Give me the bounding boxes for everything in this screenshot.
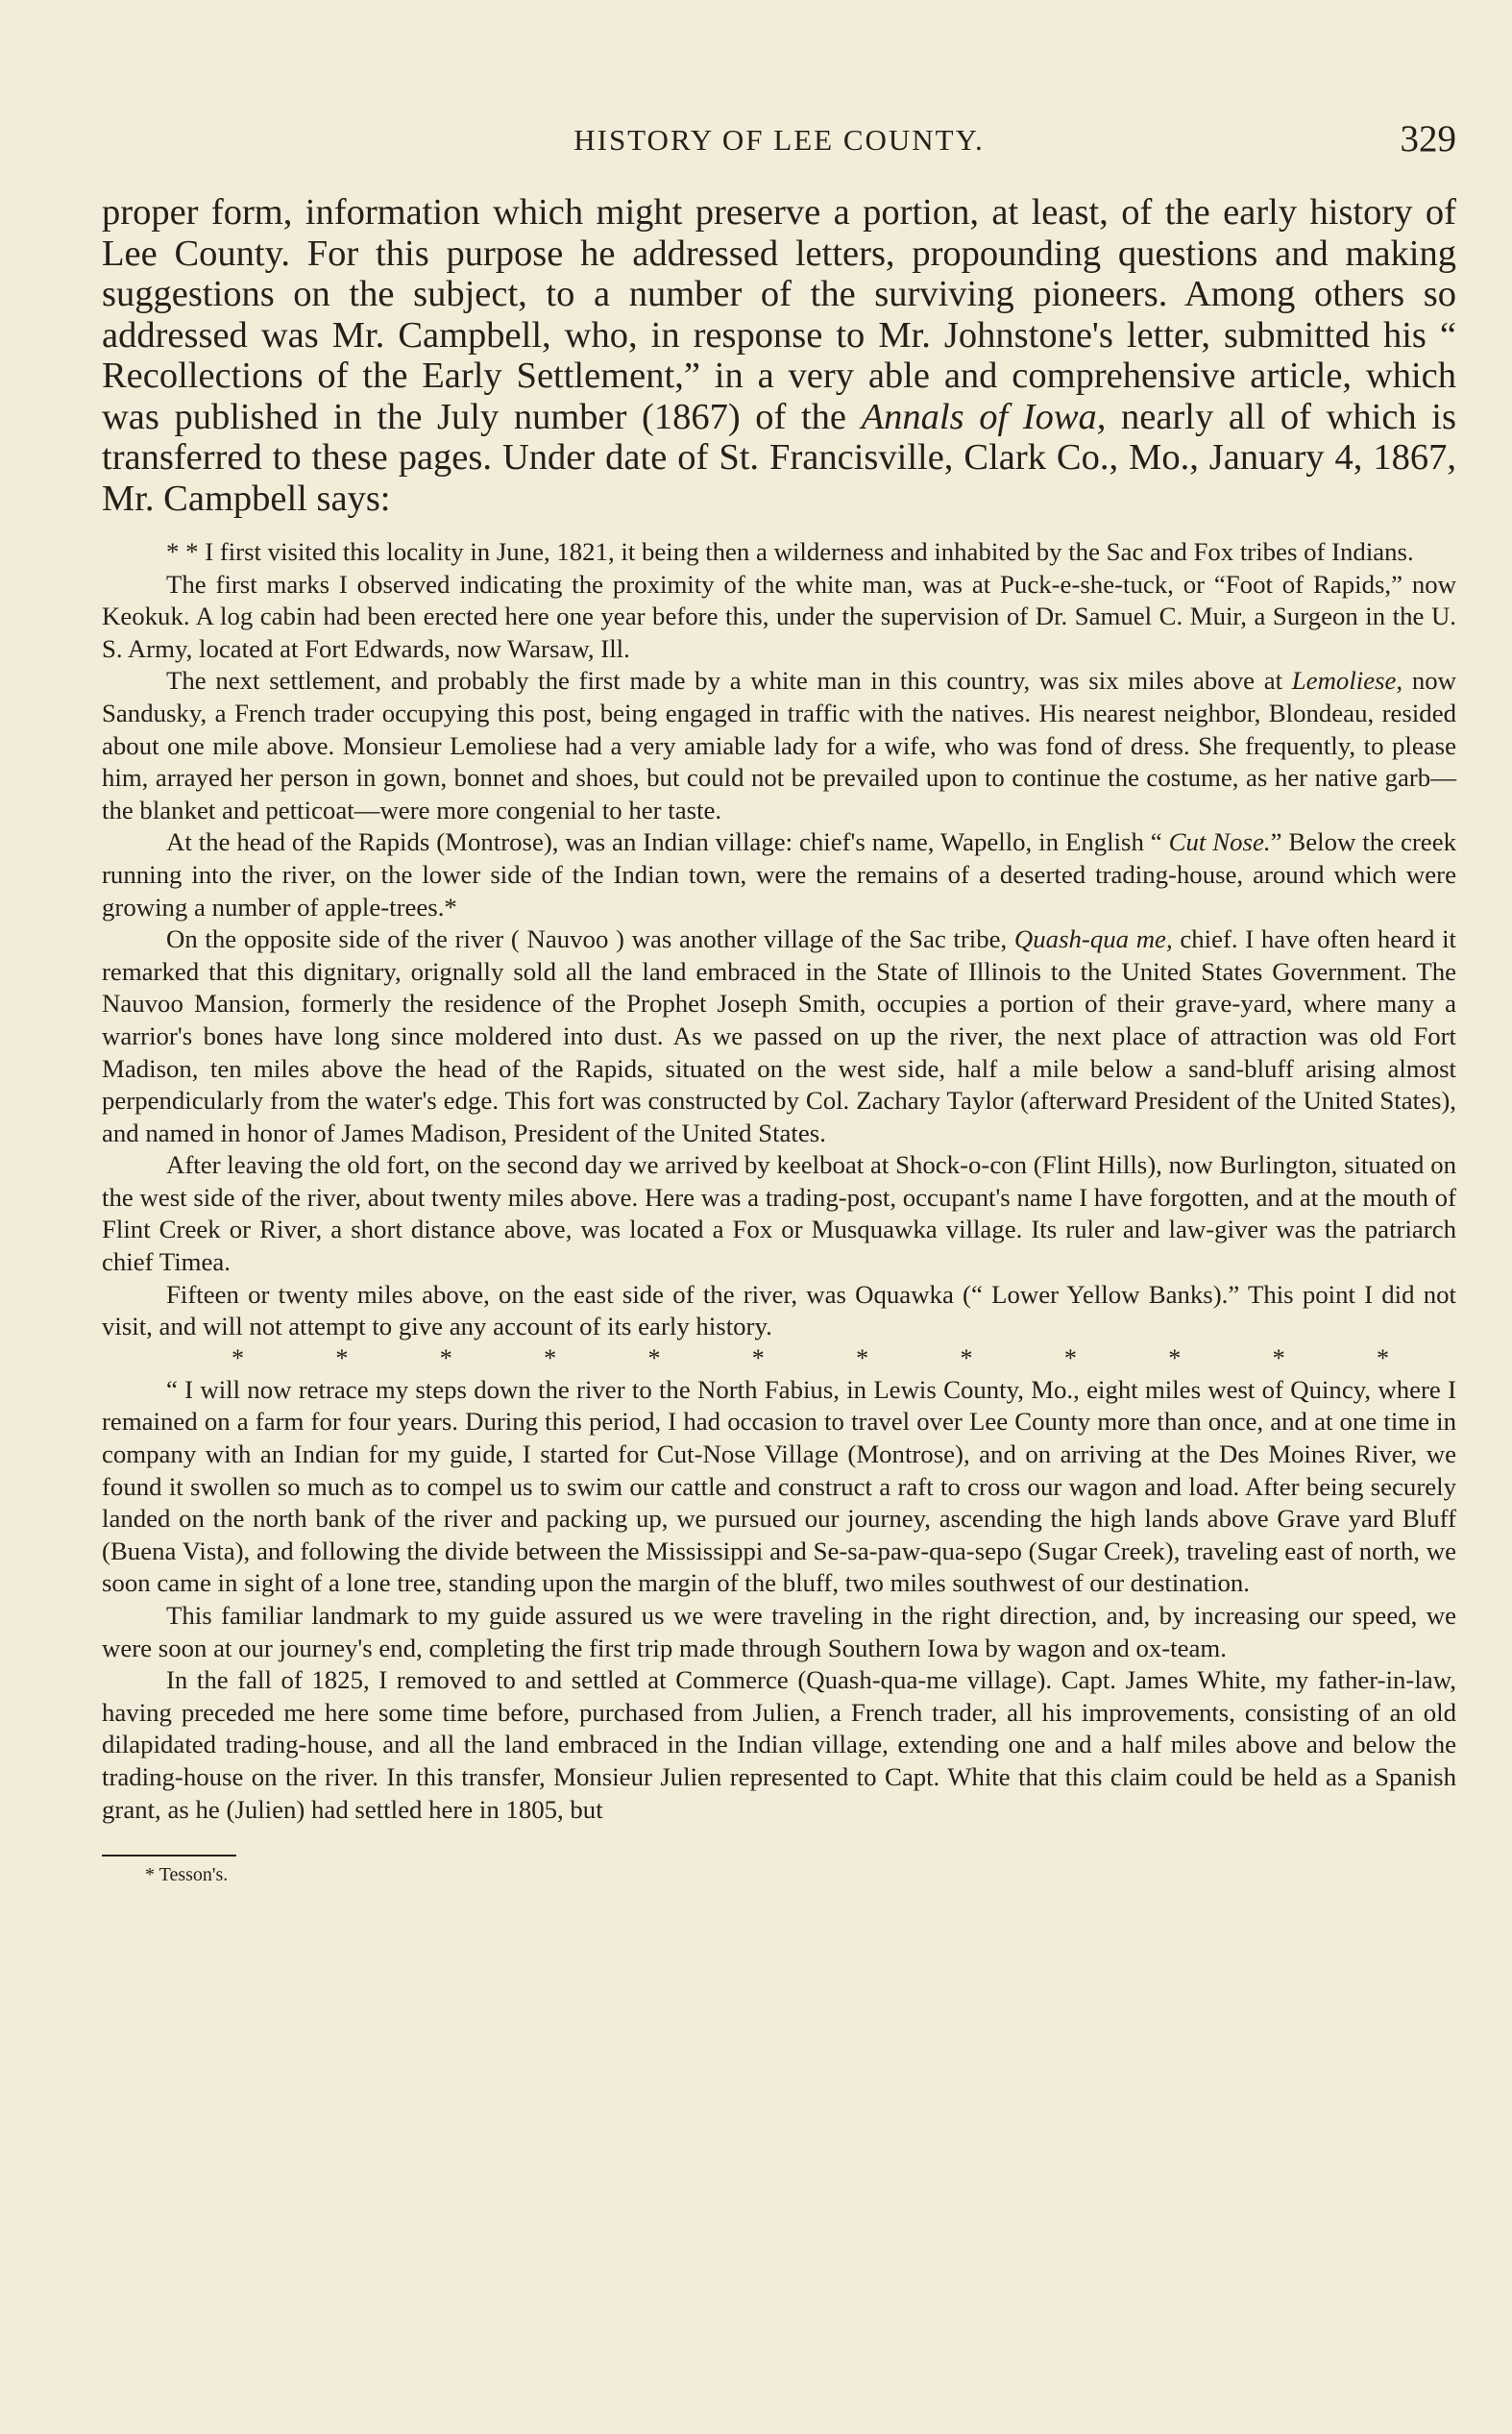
asterisk: *: [335, 1343, 349, 1372]
extract-p3-italic: Lemoliese,: [1291, 666, 1403, 696]
asterisk: *: [1168, 1343, 1182, 1372]
asterisk: *: [1272, 1343, 1285, 1372]
extract-paragraph-5: [102, 923, 1456, 1149]
extract-paragraph-10: In the fall of 1825, I removed to and settled at Commerce (Quash-qua-me village). Capt. James White, my father-in-law, having preceded me here some time before, purchased from Julien, a French trader, all his improvements, consisting of an old dilapidated trading-house, and all the land embraced in the Indian village, extending one and a half miles above and below the trading-house on the river. In this transfer, Monsieur Julien represented to Capt. White that this claim could be held as a Spanish grant, as he (Julien) had settled here in 1805, but: [102, 1665, 1456, 1824]
extract-p5-text-b: chief. I have often heard it remarked that this dignitary, orignally sold all the land embraced in the State of Illinois to the United States Government. The Nauvoo Mansion, formerly the residence of the Prophet Joseph Smith, occupies a portion of their grave-yard, where many a warrior's bones have long since moldered into dust. As we passed on up the river, the next place of attraction was old Fort Madison, ten miles above the head of the Rapids, situated on the west side, half a mile below a sand-bluff arising almost perpendicularly from the water's edge. This fort was constructed by Col. Zachary Taylor (afterward President of the United States), and named in honor of James Madison, President of the United States.: [102, 924, 1456, 1147]
asterisk: *: [751, 1343, 765, 1372]
asterisk: *: [960, 1343, 973, 1372]
extract-paragraph-3: [102, 665, 1456, 826]
asterisk: *: [544, 1343, 557, 1372]
asterisk: *: [1376, 1343, 1389, 1372]
extract-p5-italic: Quash-qua me,: [1013, 924, 1173, 954]
extract-p5-text-a: On the opposite side of the river ( Nauvoo ) was another village of the Sac tribe,: [166, 924, 1014, 954]
asterism-row: [102, 1343, 1456, 1374]
extract-paragraph-9: This familiar landmark to my guide assured us we were traveling in the right direction, and, by increasing our speed, we were soon at our journey's end, completing the first trip made through Southern Iowa by wagon and ox-team.: [102, 1601, 1456, 1662]
asterisk: *: [1063, 1343, 1077, 1372]
asterisk: *: [232, 1343, 244, 1372]
intro-paragraph: [102, 192, 1456, 519]
extract-paragraph-8: “ I will now retrace my steps down the river to the North Fabius, in Lewis County, Mo., eight miles west of Quincy, where I remained on a farm for four years. During this period, I had occasion to travel over Lee County more than once, and at one time in company with an Indian for my guide, I started for Cut-Nose Village (Montrose), and on arriving at the Des Moines River, we found it swollen so much as to compel us to swim our cattle and construct a raft to cross our wagon and load. After being securely landed on the north bank of the river and packing up, we pursued our journey, ascending the high lands above Grave yard Bluff (Buena Vista), and following the divide between the Mississippi and Se-sa-paw-qua-sepo (Sugar Creek), traveling east of north, we soon came in sight of a lone tree, standing upon the margin of the bluff, two miles southwest of our destination.: [102, 1374, 1456, 1598]
running-title: HISTORY OF LEE COUNTY.: [573, 123, 985, 157]
extract-paragraph-4: [102, 826, 1456, 923]
extract-paragraph-2: The first marks I observed indicating the proximity of the white man, was at Puck-e-she-tuck, or “Foot of Rapids,” now Keokuk. A log cabin had been erected here one year before this, under the supervision of Dr. Samuel C. Muir, a Surgeon in the U. S. Army, located at Fort Edwards, now Warsaw, Ill.: [102, 569, 1456, 663]
extract-p4-italic: Cut Nose.: [1168, 827, 1271, 857]
extract-p3-text-b: now Sandusky, a French trader occupying this post, being engaged in traffic with the natives. His nearest neighbor, Blondeau, resided about one mile above. Monsieur Lemoliese had a very amiable lady for a wife, who was fond of dress. She frequently, to please him, arrayed her person in gown, bonnet and shoes, but could not be prevailed upon to continue the costume, as her native garb—the blanket and petticoat—were more congenial to her taste.: [102, 666, 1456, 824]
extract-paragraph-6: After leaving the old fort, on the second day we arrived by keelboat at Shock-o-con (Flint Hills), now Burlington, situated on the west side of the river, about twenty miles above. Here was a trading-post, occupant's name I have forgotten, and at the mouth of Flint Creek or River, a short distance above, was located a Fox or Musquawka village. Its ruler and law-giver was the patriarch chief Timea.: [102, 1150, 1456, 1277]
quoted-extract: [102, 536, 1456, 1826]
extract-paragraph-7: Fifteen or twenty miles above, on the east side of the river, was Oquawka (“ Lower Yellow Banks).” This point I did not visit, and will not attempt to give any account of its early history.: [102, 1279, 1456, 1341]
book-page: [102, 113, 1456, 1886]
extract-p3-text-a: The next settlement, and probably the first made by a white man in this country, was six miles above at: [166, 666, 1292, 696]
intro-text-part1: proper form, information which might preserve a portion, at least, of the early history of Lee County. For this purpose he addressed letters, propounding questions and making suggestions on the subject, to a number of the surviving pioneers. Among others so addressed was Mr. Campbell, who, in response to Mr. Johnstone's letter, submitted his “ Recollections of the Early Settlement,” in a very able and comprehensive article, which was published in the July number (1867) of the: [102, 192, 1456, 437]
running-head: [102, 113, 1456, 171]
extract-p4-text-a: At the head of the Rapids (Montrose), was an Indian village: chief's name, Wapello, in English “: [166, 827, 1169, 857]
asterisk: *: [647, 1343, 661, 1372]
extract-paragraph-1: * * I first visited this locality in June, 1821, it being then a wilderness and inhabited by the Sac and Fox tribes of Indians.: [166, 537, 1414, 566]
asterisk: *: [856, 1343, 869, 1372]
page-number: 329: [1400, 118, 1456, 160]
extract-p4-text-b: ” Below the creek running into the river, on the lower side of the Indian town, were the remains of a deserted trading-house, around which were growing a number of apple-trees.*: [102, 827, 1456, 922]
asterisk: *: [439, 1343, 452, 1372]
intro-italic-title: Annals of Iowa,: [861, 396, 1107, 437]
intro-text-part2: nearly all of which is transferred to these pages. Under date of St. Francisville, Clark Co., Mo., January 4, 1867, Mr. Campbell says:: [102, 396, 1456, 519]
footnote: * Tesson's.: [145, 1864, 229, 1886]
footnote-rule: [102, 1855, 236, 1856]
